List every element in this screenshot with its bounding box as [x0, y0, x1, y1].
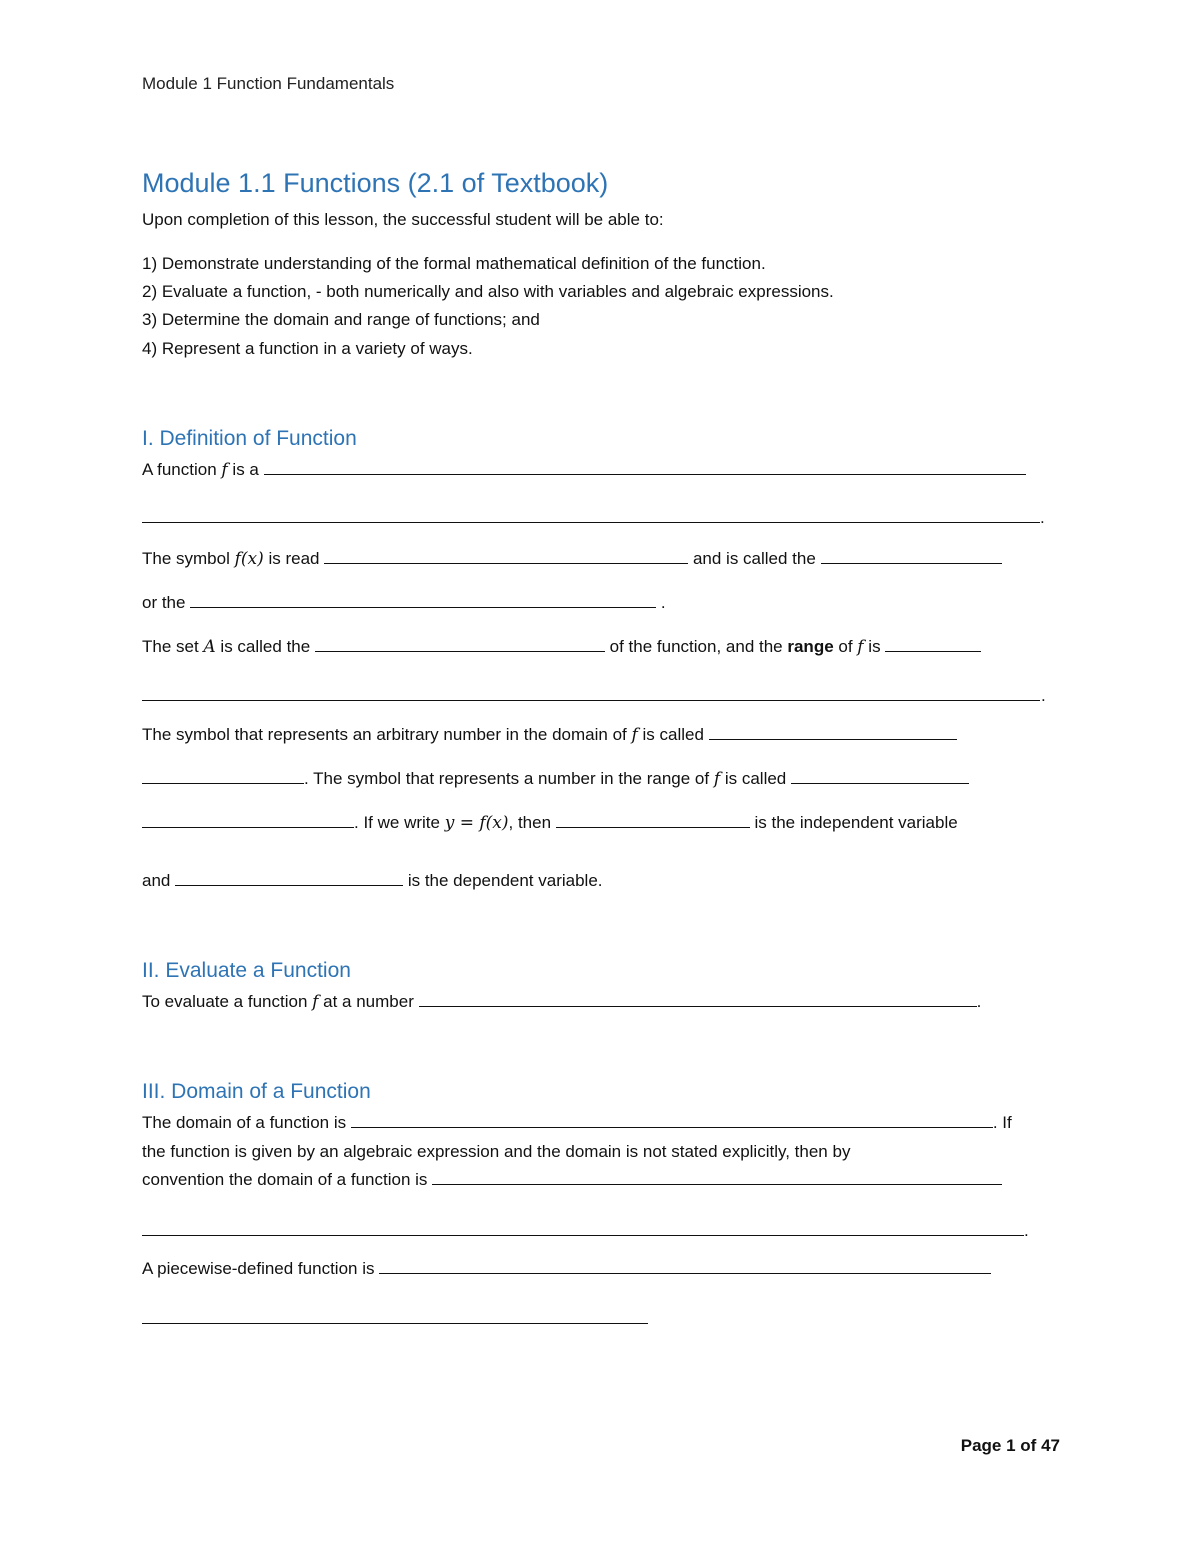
text: is called	[720, 769, 791, 788]
objective-text: Demonstrate understanding of the formal mathematical definition of the function.	[157, 254, 766, 273]
math-symbol: f	[857, 637, 864, 657]
fill-blank[interactable]	[264, 460, 1026, 475]
math-symbol: f	[631, 725, 638, 745]
text: and	[142, 871, 176, 890]
text: . If we write	[354, 813, 445, 832]
text: .	[656, 593, 666, 612]
text: . The symbol that represents a number in the range of	[304, 769, 714, 788]
fill-blank[interactable]	[142, 1323, 648, 1324]
fill-blank[interactable]	[142, 813, 354, 828]
total-pages: 47	[1041, 1436, 1060, 1455]
definition-line-9	[142, 813, 958, 833]
objective-1	[142, 254, 766, 274]
domain-line-2: the function is given by an algebraic expression and the domain is not stated explicitly, then by	[142, 1142, 851, 1161]
text: is a	[227, 460, 264, 479]
text: is the dependent variable.	[403, 871, 603, 890]
fill-blank[interactable]	[324, 549, 688, 564]
text: . If	[992, 1113, 1012, 1132]
line-end: .	[1041, 686, 1046, 705]
text: Page	[960, 1436, 1007, 1455]
piecewise-line	[142, 1259, 991, 1279]
text: is called	[637, 725, 709, 744]
definition-line-3	[142, 549, 1002, 569]
text: is the independent variable	[749, 813, 958, 832]
fill-blank[interactable]	[791, 769, 969, 784]
line-end: .	[1024, 1221, 1029, 1240]
math-symbol: f	[312, 992, 319, 1012]
section-heading-evaluate: II. Evaluate a Function	[142, 959, 351, 982]
definition-line-5	[142, 637, 981, 657]
math-symbol: f(x)	[234, 549, 264, 569]
objective-2	[142, 282, 834, 302]
fill-blank[interactable]	[175, 871, 403, 886]
text: A function	[142, 460, 222, 479]
text: The domain of a function is	[142, 1113, 351, 1132]
math-symbol: f	[221, 460, 228, 480]
objective-number: 1)	[142, 254, 158, 273]
fill-blank[interactable]	[709, 725, 957, 740]
fill-blank[interactable]	[379, 1259, 991, 1274]
math-symbol: A	[203, 637, 216, 657]
objective-text: Evaluate a function, - both numerically and also with variables and algebraic expressions.	[157, 282, 834, 301]
text: of	[1015, 1436, 1042, 1455]
section-heading-domain: III. Domain of a Function	[142, 1080, 371, 1103]
fill-blank[interactable]	[432, 1170, 1002, 1185]
fill-blank[interactable]	[419, 992, 977, 1007]
definition-line-10	[142, 871, 603, 891]
fill-blank[interactable]	[885, 637, 981, 652]
definition-line-8	[142, 769, 969, 789]
domain-line-3	[142, 1170, 1002, 1190]
line-end: .	[1040, 508, 1045, 527]
fill-blank[interactable]	[142, 1235, 1024, 1236]
text: and is called the	[688, 549, 821, 568]
text: is	[863, 637, 886, 656]
lesson-intro: Upon completion of this lesson, the successful student will be able to:	[142, 210, 664, 229]
math-symbol: f	[713, 769, 721, 789]
objective-3	[142, 310, 540, 330]
text: is called the	[215, 637, 315, 656]
math-equation: y = f(x)	[444, 813, 509, 833]
section-heading-definition: I. Definition of Function	[142, 427, 357, 450]
fill-blank[interactable]	[142, 522, 1040, 523]
text: is read	[263, 549, 325, 568]
objective-number: 4)	[142, 339, 158, 358]
text: convention the domain of a function is	[142, 1170, 433, 1189]
definition-line-7	[142, 725, 957, 745]
running-header: Module 1 Function Fundamentals	[142, 74, 395, 93]
lesson-title: Module 1.1 Functions (2.1 of Textbook)	[142, 168, 609, 198]
text: To evaluate a function	[142, 992, 313, 1011]
objective-4	[142, 339, 473, 359]
fill-blank[interactable]	[142, 700, 1040, 701]
fill-blank[interactable]	[190, 593, 656, 608]
text: The set	[142, 637, 204, 656]
page-number	[961, 1436, 1060, 1456]
objective-number: 3)	[142, 310, 158, 329]
objective-text: Represent a function in a variety of ways.	[157, 339, 473, 358]
text: of the function, and the	[604, 637, 788, 656]
objective-number: 2)	[142, 282, 158, 301]
text: The symbol that represents an arbitrary number in the domain of	[142, 725, 632, 744]
definition-line-1	[142, 460, 1026, 480]
text: , then	[508, 813, 556, 832]
definition-line-4	[142, 593, 666, 613]
text: .	[976, 992, 982, 1011]
fill-blank[interactable]	[142, 769, 304, 784]
text: of	[833, 637, 858, 656]
bold-term: range	[787, 637, 834, 656]
objective-text: Determine the domain and range of functions; and	[157, 310, 540, 329]
text: A piecewise-defined function is	[142, 1259, 380, 1278]
fill-blank[interactable]	[315, 637, 605, 652]
text: The symbol	[142, 549, 235, 568]
text: at a number	[318, 992, 419, 1011]
current-page: 1	[1006, 1436, 1016, 1455]
fill-blank[interactable]	[351, 1113, 993, 1128]
fill-blank[interactable]	[556, 813, 750, 828]
text: or the	[142, 593, 191, 612]
fill-blank[interactable]	[821, 549, 1002, 564]
evaluate-line-1	[142, 992, 981, 1012]
domain-line-1	[142, 1113, 1012, 1133]
